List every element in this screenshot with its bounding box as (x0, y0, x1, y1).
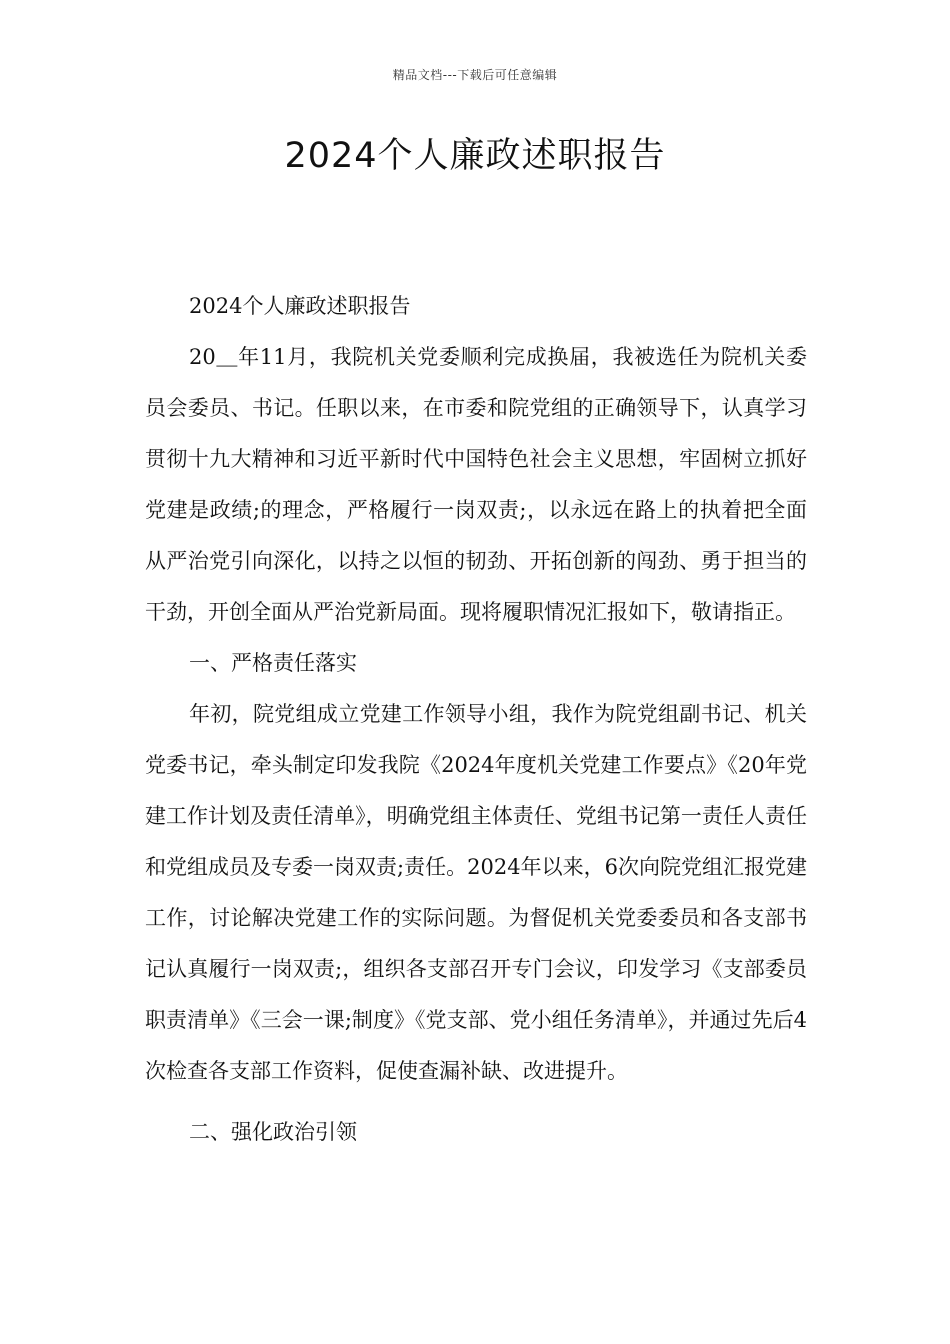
body-heading: 2024个人廉政述职报告 (189, 294, 411, 318)
body-paragraph: 20＿年11月，我院机关党委顺利完成换届，我被选任为院机关委员会委员、书记。任职以来，在市委和院党组的正确领导下，认真学习贯彻十九大精神和习近平新时代中国特色社会主义思想，牢固树立抓好党建是政绩;的理念，严格履行一岗双责;，以永远在路上的执着把全面从严治党引向深化，以持之以恒的韧劲、开拓创新的闯劲、勇于担当的干劲，开创全面从严治党新局面。现将履职情况汇报如下，敬请指正。 (145, 345, 807, 624)
header-note: 精品文档---下载后可任意编辑 (392, 68, 558, 82)
document-body (145, 281, 807, 1158)
document-title: 2024个人廉政述职报告 (284, 136, 666, 176)
section-heading: 一、严格责任落实 (189, 651, 357, 675)
body-paragraph: 年初，院党组成立党建工作领导小组，我作为院党组副书记、机关党委书记，牵头制定印发我院《2024年度机关党建工作要点》《20年党建工作计划及责任清单》，明确党组主体责任、党组书记第一责任人责任和党组成员及专委一岗双责;责任。2024年以来，6次向院党组汇报党建工作，讨论解决党建工作的实际问题。为督促机关党委委员和各支部书记认真履行一岗双责;，组织各支部召开专门会议，印发学习《支部委员职责清单》《三会一课;制度》《党支部、党小组任务清单》，并通过先后4次检查各支部工作资料，促使查漏补缺、改进提升。 (145, 702, 807, 1083)
section-heading: 二、强化政治引领 (189, 1120, 357, 1144)
